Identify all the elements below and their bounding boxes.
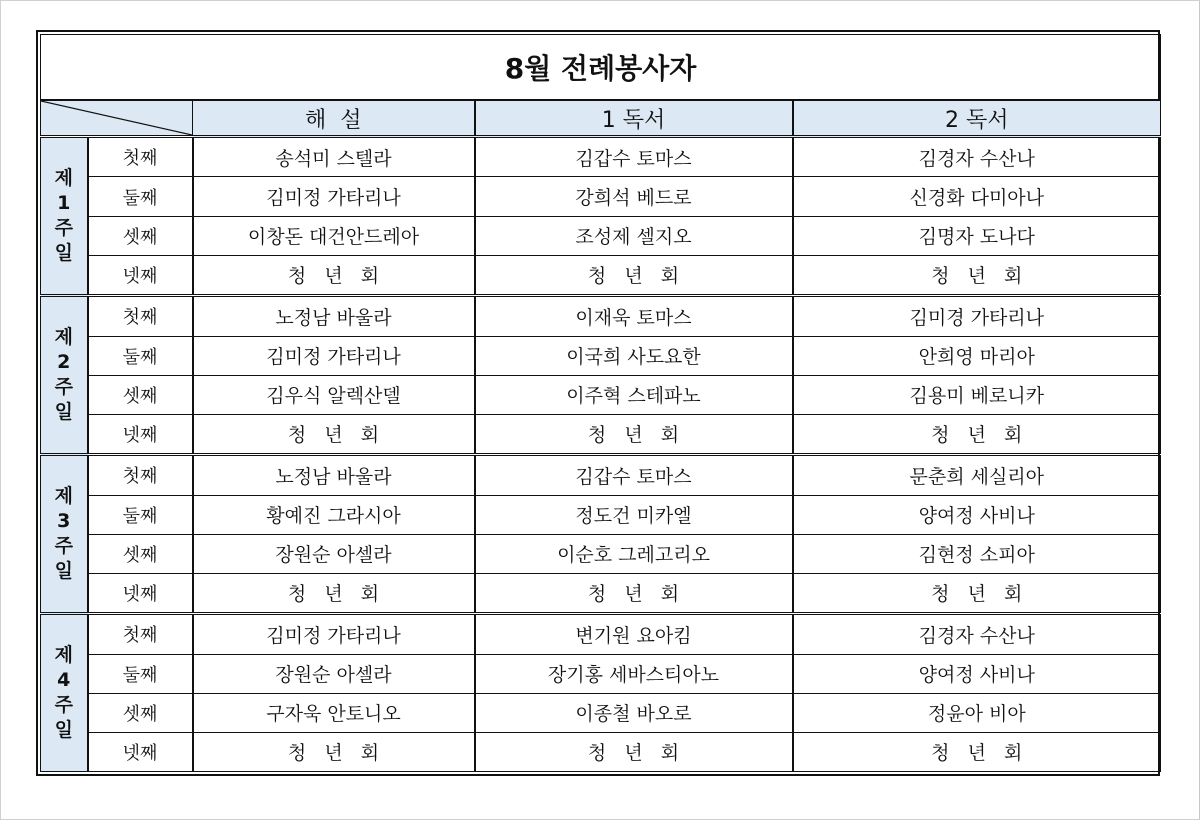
week-label-char: 제: [54, 485, 73, 508]
week-label-char: 3: [57, 510, 71, 533]
header-row: [41, 100, 1161, 137]
reader2-cell: 양여정 사비나: [793, 654, 1161, 693]
diagonal-header-cell: [41, 100, 193, 137]
table-row: [41, 693, 1161, 732]
week-label: [41, 455, 88, 614]
schedule-table: [40, 34, 1161, 772]
week-label-char: 제: [54, 326, 73, 349]
reader1-cell: 이국희 사도요한: [475, 336, 793, 375]
table-row: [41, 614, 1161, 654]
commentary-cell: 김미정 가타리나: [193, 614, 475, 654]
table-row: [41, 336, 1161, 375]
ordinal-cell: 넷째: [88, 573, 193, 613]
week-label-char: 4: [57, 669, 71, 692]
reader1-cell: 이순호 그레고리오: [475, 534, 793, 573]
week-label-char: 주: [54, 694, 73, 717]
ordinal-cell: 첫째: [88, 137, 193, 177]
week-label-char: 주: [54, 376, 73, 399]
reader2-cell: 신경화 다미아나: [793, 177, 1161, 216]
table-row: [41, 414, 1161, 454]
reader1-cell: 이주혁 스테파노: [475, 375, 793, 414]
ordinal-cell: 셋째: [88, 534, 193, 573]
ordinal-cell: 둘째: [88, 336, 193, 375]
reader1-cell: 청 년 회: [475, 732, 793, 771]
week-label-char: 2: [57, 351, 71, 374]
schedule-sheet: [36, 30, 1160, 776]
table-row: [41, 255, 1161, 295]
commentary-cell: 청 년 회: [193, 414, 475, 454]
table-row: [41, 495, 1161, 534]
commentary-cell: 노정남 바울라: [193, 296, 475, 336]
page-title: 8월 전례봉사자: [41, 35, 1161, 101]
reader2-cell: 청 년 회: [793, 255, 1161, 295]
week-label-char: 주: [54, 217, 73, 240]
ordinal-cell: 넷째: [88, 414, 193, 454]
table-row: [41, 732, 1161, 771]
reader2-cell: 청 년 회: [793, 732, 1161, 771]
commentary-cell: 송석미 스텔라: [193, 137, 475, 177]
table-row: [41, 573, 1161, 613]
reader2-cell: 청 년 회: [793, 573, 1161, 613]
week-label-char: 주: [54, 535, 73, 558]
reader1-cell: 조성제 셀지오: [475, 216, 793, 255]
reader2-cell: 문춘희 세실리아: [793, 455, 1161, 495]
ordinal-cell: 둘째: [88, 495, 193, 534]
reader1-cell: 청 년 회: [475, 573, 793, 613]
commentary-cell: 황예진 그라시아: [193, 495, 475, 534]
week-label: [41, 137, 88, 296]
commentary-cell: 김미정 가타리나: [193, 177, 475, 216]
reader1-cell: 청 년 회: [475, 414, 793, 454]
ordinal-cell: 셋째: [88, 375, 193, 414]
commentary-cell: 김미정 가타리나: [193, 336, 475, 375]
table-row: [41, 177, 1161, 216]
commentary-cell: 김우식 알렉산델: [193, 375, 475, 414]
reader2-cell: 양여정 사비나: [793, 495, 1161, 534]
reader2-cell: 김현정 소피아: [793, 534, 1161, 573]
reader1-cell: 이재욱 토마스: [475, 296, 793, 336]
reader2-cell: 정윤아 비아: [793, 693, 1161, 732]
week-label-char: 1: [57, 192, 71, 215]
reader1-cell: 변기원 요아킴: [475, 614, 793, 654]
reader2-cell: 김경자 수산나: [793, 614, 1161, 654]
table-row: [41, 654, 1161, 693]
reader1-cell: 김갑수 토마스: [475, 137, 793, 177]
reader1-cell: 장기홍 세바스티아노: [475, 654, 793, 693]
header-reader2: 2 독서: [793, 100, 1161, 137]
ordinal-cell: 넷째: [88, 255, 193, 295]
reader1-cell: 이종철 바오로: [475, 693, 793, 732]
reader2-cell: 청 년 회: [793, 414, 1161, 454]
ordinal-cell: 둘째: [88, 177, 193, 216]
commentary-cell: 장원순 아셀라: [193, 534, 475, 573]
diagonal-line: [41, 101, 192, 135]
commentary-cell: 구자욱 안토니오: [193, 693, 475, 732]
table-row: [41, 296, 1161, 336]
week-label-char: 제: [54, 644, 73, 667]
week-label-char: 제: [54, 167, 73, 190]
table-row: [41, 216, 1161, 255]
table-row: [41, 375, 1161, 414]
ordinal-cell: 넷째: [88, 732, 193, 771]
header-commentary: 해 설: [193, 100, 475, 137]
reader2-cell: 김미경 가타리나: [793, 296, 1161, 336]
reader1-cell: 강희석 베드로: [475, 177, 793, 216]
reader2-cell: 김경자 수산나: [793, 137, 1161, 177]
reader2-cell: 김용미 베로니카: [793, 375, 1161, 414]
reader1-cell: 김갑수 토마스: [475, 455, 793, 495]
week-label: [41, 614, 88, 772]
week-label: [41, 296, 88, 455]
header-reader1: 1 독서: [475, 100, 793, 137]
commentary-cell: 장원순 아셀라: [193, 654, 475, 693]
week-label-char: 일: [54, 242, 73, 265]
reader2-cell: 김명자 도나다: [793, 216, 1161, 255]
ordinal-cell: 셋째: [88, 216, 193, 255]
table-row: [41, 455, 1161, 495]
ordinal-cell: 첫째: [88, 614, 193, 654]
week-label-char: 일: [54, 560, 73, 583]
reader1-cell: 정도건 미카엘: [475, 495, 793, 534]
commentary-cell: 노정남 바울라: [193, 455, 475, 495]
table-row: [41, 137, 1161, 177]
week-label-char: 일: [54, 719, 73, 742]
reader2-cell: 안희영 마리아: [793, 336, 1161, 375]
ordinal-cell: 첫째: [88, 296, 193, 336]
week-label-char: 일: [54, 401, 73, 424]
commentary-cell: 청 년 회: [193, 573, 475, 613]
ordinal-cell: 둘째: [88, 654, 193, 693]
ordinal-cell: 셋째: [88, 693, 193, 732]
ordinal-cell: 첫째: [88, 455, 193, 495]
reader1-cell: 청 년 회: [475, 255, 793, 295]
schedule-body: [41, 137, 1161, 772]
commentary-cell: 청 년 회: [193, 732, 475, 771]
table-row: [41, 534, 1161, 573]
commentary-cell: 이창돈 대건안드레아: [193, 216, 475, 255]
commentary-cell: 청 년 회: [193, 255, 475, 295]
